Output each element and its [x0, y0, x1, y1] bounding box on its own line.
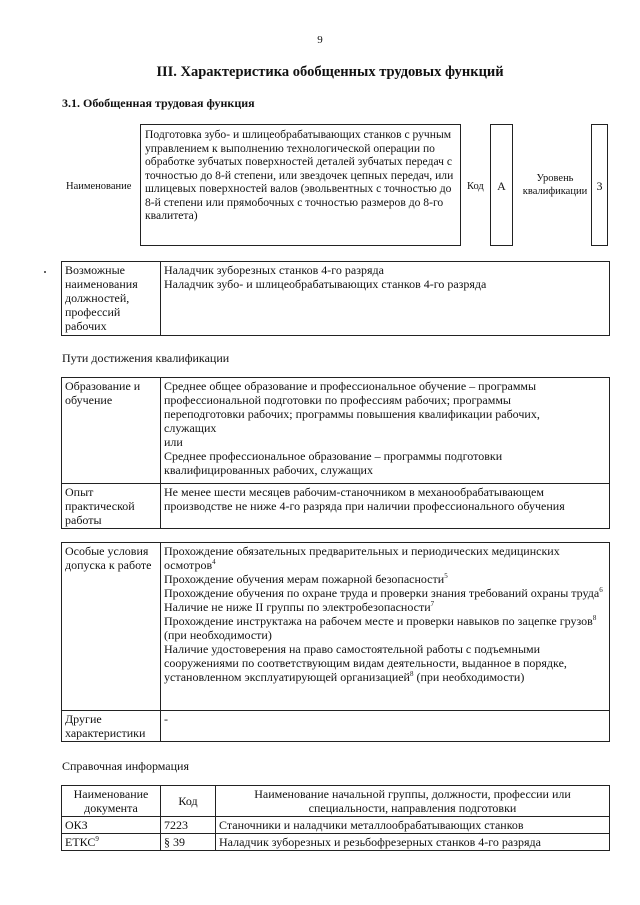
footnote-ref: 4: [212, 558, 216, 566]
education-line: переподготовки рабочих; программы повышения квалификации рабочих,: [164, 407, 540, 421]
reference-doc: ЕТКС$^9$: [62, 834, 161, 851]
footnote-ref: 8: [592, 614, 597, 622]
reference-row: [62, 817, 610, 834]
code-box: [490, 124, 513, 246]
positions-label: Возможные наименования должностей, профессий рабочих: [62, 262, 161, 336]
experience-value: [161, 484, 610, 529]
condition-item: Прохождение обучения по охране труда и проверки знания требований охраны труда$^6$: [164, 586, 603, 600]
footnote-ref: 8: [409, 670, 414, 678]
reference-name: Наладчик зуборезных и резьбофрезерных станков 4-го разряда: [216, 834, 610, 851]
reference-table: [61, 785, 610, 851]
page-number: 9: [317, 34, 323, 46]
name-label: Наименование: [66, 181, 132, 192]
footnote-ref: 7: [430, 600, 435, 608]
reference-header: Код: [161, 786, 216, 817]
other-label: Другие характеристики: [62, 711, 161, 742]
conditions-value: [161, 543, 610, 711]
footnote-ref: 6: [599, 586, 603, 594]
education-value: [161, 378, 610, 484]
reference-name: Станочники и наладчики металлообрабатывающих станков: [216, 817, 610, 834]
reference-doc: ОКЗ: [62, 817, 161, 834]
paths-table: [61, 377, 610, 529]
reference-title: Справочная информация: [62, 759, 189, 773]
reference-header: Наименование начальной группы, должности, профессии или специальности, направления подготовки: [216, 786, 610, 817]
condition-item: Наличие не ниже II группы по электробезопасности$^7$: [164, 600, 435, 614]
reference-header: Наименование документа: [62, 786, 161, 817]
education-line: квалифицированных рабочих, служащих: [164, 463, 373, 477]
code-label: Код: [467, 181, 484, 192]
position-line: Наладчик зуборезных станков 4-го разряда: [164, 263, 384, 277]
paths-title: Пути достижения квалификации: [62, 351, 230, 365]
condition-item: Наличие удостоверения на право самостоятельной работы с подъемными сооружениями по соответствующим видам деятельности, выданное в порядке, установленном эксплуатирующей организацией$^8$ (при необходимости): [164, 642, 567, 684]
code-value: А: [497, 179, 506, 193]
conditions-table: [61, 542, 610, 742]
section-title: III. Характеристика обобщенных трудовых функций: [156, 64, 504, 80]
education-label: Образование и обучение: [62, 378, 161, 484]
experience-line: Не менее шести месяцев рабочим-станочником в механообрабатывающем: [164, 485, 544, 499]
positions-table: [61, 261, 610, 336]
name-value: Подготовка зубо- и шлицеобрабатывающих станков с ручным управлением к выполнению технологической операции по обработке зубчатых поверхностей деталей зубчатых передач с точностью до 8-й степени, или звездочек цепных передач, или шлицевых поверхностей валов (эвольвентных с точностью до 8-й степени или прямобочных с точностью размеров до 8-го квалитета): [145, 128, 454, 222]
reference-code: 7223: [161, 817, 216, 834]
level-value: 3: [596, 179, 603, 193]
scan-dot: [44, 271, 46, 273]
experience-label: Опыт практической работы: [62, 484, 161, 529]
reference-row: [62, 834, 610, 851]
level-box: [591, 124, 608, 246]
reference-code: § 39: [161, 834, 216, 851]
condition-item: Прохождение инструктажа на рабочем месте и проверки навыков по зацепке грузов$^8$ (при необходимости): [164, 614, 597, 642]
subsection-title: 3.1. Обобщенная трудовая функция: [62, 96, 255, 110]
conditions-label: Особые условия допуска к работе: [62, 543, 161, 711]
condition-item: Прохождение обучения мерам пожарной безопасности$^5$: [164, 572, 448, 586]
position-line: Наладчик зубо- и шлицеобрабатывающих станков 4-го разряда: [164, 277, 487, 291]
education-line: Среднее профессиональное образование – программы подготовки: [164, 449, 503, 463]
condition-item: Прохождение обязательных предварительных и периодических медицинских осмотров$^4$: [164, 544, 560, 572]
education-line: профессиональной подготовки по профессиям рабочих; программы: [164, 393, 511, 407]
level-label: Уровень квалификации: [522, 173, 588, 197]
footnote-ref: 9: [95, 835, 99, 843]
education-line: служащих: [164, 421, 217, 435]
education-line: или: [164, 435, 183, 449]
footnote-ref: 5: [444, 572, 448, 580]
other-value: -: [161, 711, 610, 742]
name-box: [140, 124, 461, 246]
positions-value: [161, 262, 610, 336]
education-line: Среднее общее образование и профессиональное обучение – программы: [164, 379, 537, 393]
experience-line: производстве не ниже 4-го разряда при наличии профессионального обучения: [164, 499, 565, 513]
